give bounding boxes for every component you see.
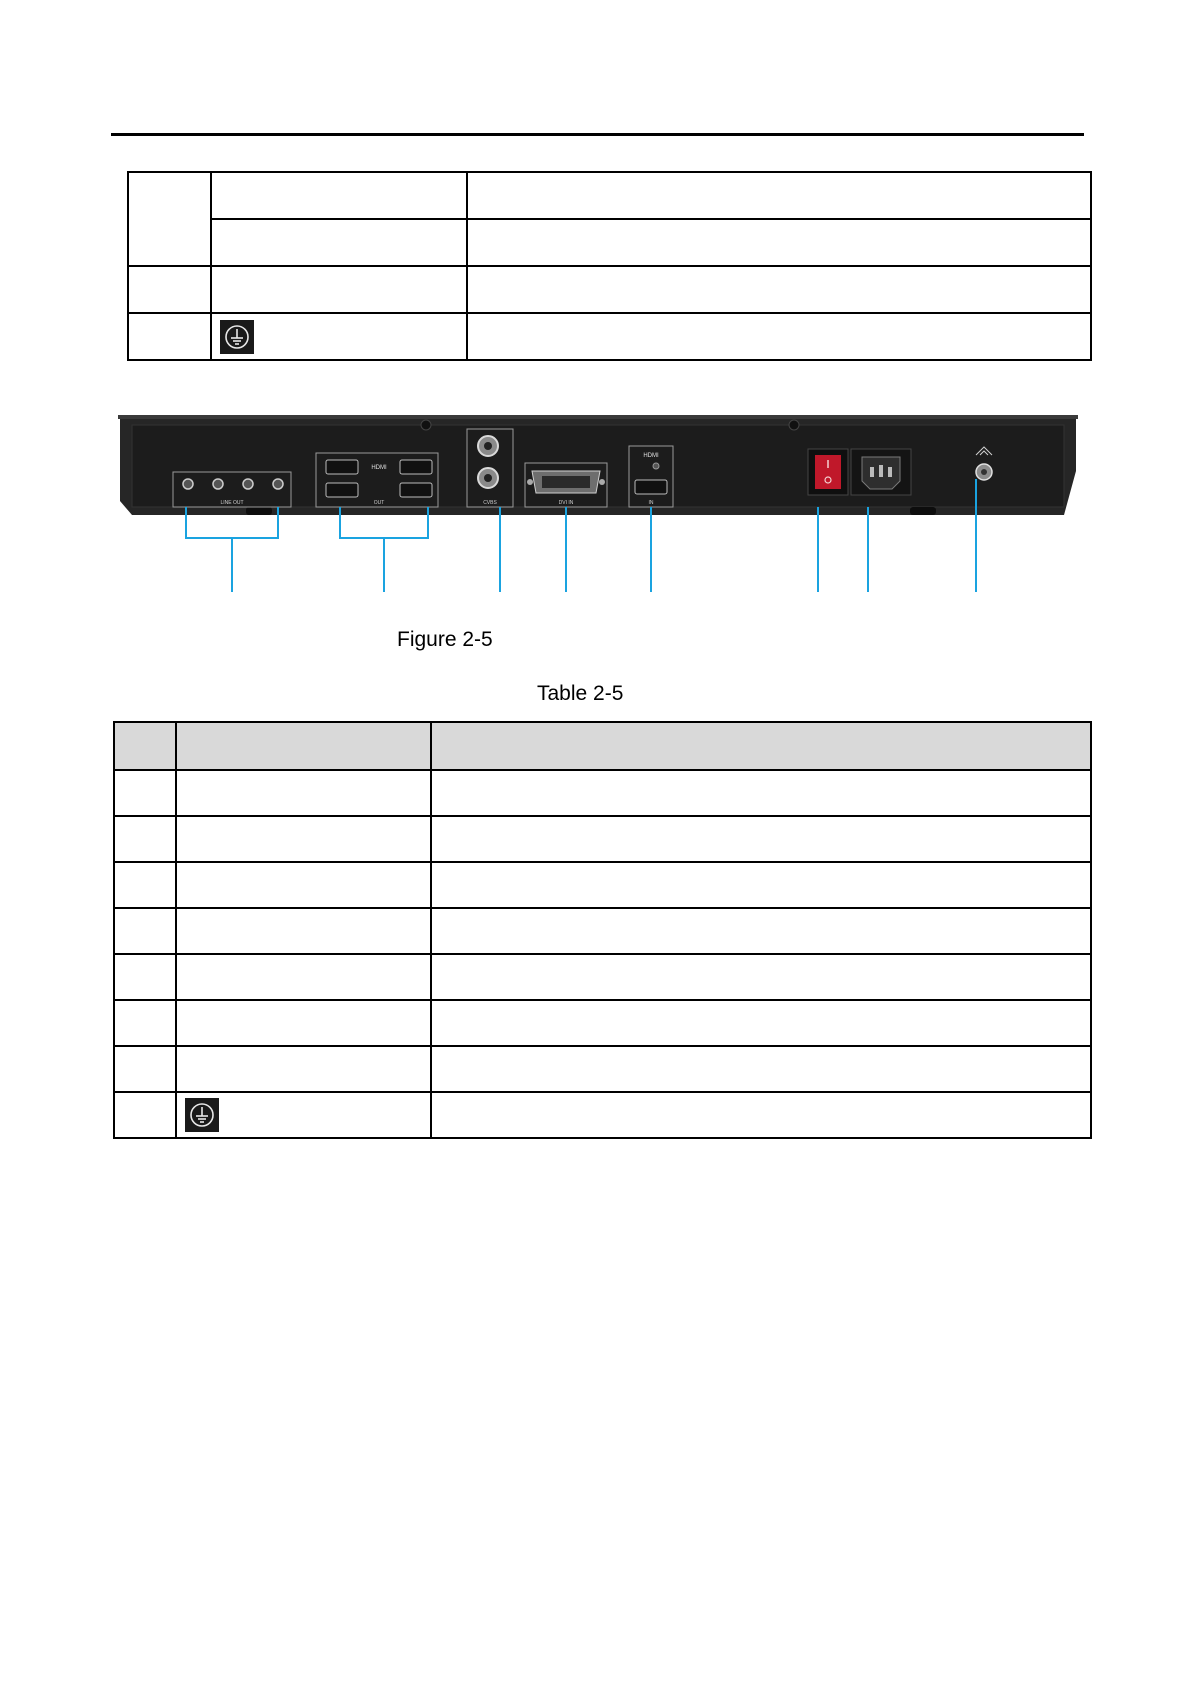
power-switch bbox=[808, 449, 848, 495]
out-label: OUT bbox=[373, 500, 385, 506]
table-caption: Table 2-5 bbox=[537, 682, 624, 705]
row-name bbox=[176, 1092, 431, 1138]
row-name bbox=[176, 816, 431, 862]
row-name bbox=[176, 954, 431, 1000]
header-name bbox=[176, 722, 431, 770]
table-row bbox=[128, 313, 1091, 360]
row-number bbox=[114, 954, 176, 1000]
header-rule bbox=[111, 133, 1084, 136]
table-row bbox=[114, 954, 1091, 1000]
row-name bbox=[176, 1046, 431, 1092]
figure-caption: Figure 2-5 bbox=[397, 628, 493, 651]
row-description bbox=[431, 1092, 1091, 1138]
hdmi-out-brand: HDMI bbox=[371, 465, 387, 471]
row-number bbox=[114, 908, 176, 954]
row-description bbox=[431, 816, 1091, 862]
row-number bbox=[114, 1092, 176, 1138]
row-name bbox=[211, 313, 467, 360]
row-name bbox=[176, 1000, 431, 1046]
row-description bbox=[431, 908, 1091, 954]
row-number bbox=[114, 862, 176, 908]
device-rear-panel bbox=[118, 415, 1078, 600]
table-row bbox=[114, 862, 1091, 908]
row-description bbox=[467, 266, 1091, 313]
table-row bbox=[114, 1000, 1091, 1046]
ground-icon bbox=[185, 1098, 219, 1132]
row-name bbox=[176, 770, 431, 816]
row-description bbox=[467, 313, 1091, 360]
row-name bbox=[176, 862, 431, 908]
row-name bbox=[211, 266, 467, 313]
row-number bbox=[114, 816, 176, 862]
rear-panel-table bbox=[113, 721, 1092, 1139]
continued-table bbox=[127, 171, 1092, 361]
header-description bbox=[431, 722, 1091, 770]
cvbs-label: CVBS bbox=[483, 500, 497, 506]
table-row bbox=[114, 1092, 1091, 1138]
row-description bbox=[467, 172, 1091, 219]
hdmi-in-brand: HDMI bbox=[643, 453, 659, 459]
row-name bbox=[211, 172, 467, 219]
row-number bbox=[114, 1000, 176, 1046]
dvi-in-label: DVI IN bbox=[558, 500, 574, 506]
row-number bbox=[114, 1046, 176, 1092]
row-description bbox=[431, 1000, 1091, 1046]
table-row bbox=[128, 266, 1091, 313]
ground-icon bbox=[220, 320, 254, 354]
row-number bbox=[114, 770, 176, 816]
row-description bbox=[431, 1046, 1091, 1092]
table-row bbox=[128, 219, 1091, 266]
row-number bbox=[128, 313, 211, 360]
row-name bbox=[176, 908, 431, 954]
row-number bbox=[128, 172, 211, 266]
line-out-label: LINE OUT bbox=[220, 500, 244, 506]
table-header-row bbox=[114, 722, 1091, 770]
table-row bbox=[114, 816, 1091, 862]
row-number bbox=[128, 266, 211, 313]
row-description bbox=[431, 770, 1091, 816]
table-row bbox=[114, 770, 1091, 816]
table-row bbox=[114, 1046, 1091, 1092]
row-description bbox=[467, 219, 1091, 266]
row-description bbox=[431, 862, 1091, 908]
in-label: IN bbox=[648, 500, 654, 506]
table-row bbox=[128, 172, 1091, 219]
row-description bbox=[431, 954, 1091, 1000]
table-row bbox=[114, 908, 1091, 954]
header-number bbox=[114, 722, 176, 770]
power-socket bbox=[851, 449, 911, 495]
row-name bbox=[211, 219, 467, 266]
